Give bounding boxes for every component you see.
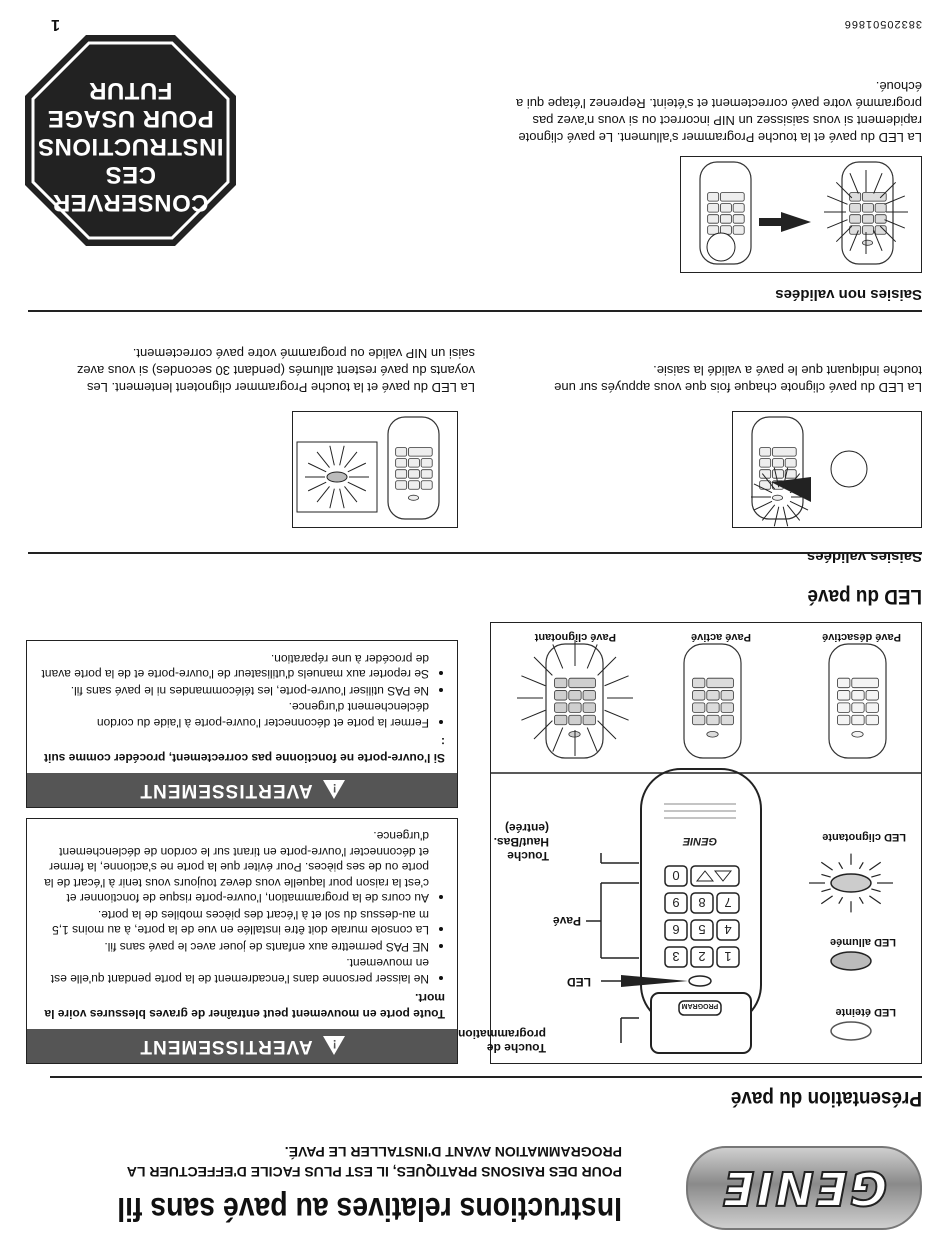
keypad-key-label: 3	[672, 949, 680, 964]
stop-line: FUTUR	[88, 77, 173, 104]
keypad-key-label: 2	[698, 949, 706, 964]
main-keypad-illustration	[641, 769, 761, 1053]
updown-key-label: Touche Haut/Bas. (entrée)	[493, 821, 549, 863]
finger-icon	[707, 233, 735, 261]
keypad-key-label: 5	[698, 922, 706, 937]
warning-title-2: AVERTISSEMENT	[139, 780, 313, 801]
keypad-off-illustration	[829, 644, 886, 758]
keypad-blinking-label: Pavé clignotant	[534, 631, 616, 643]
keypad-off-label: Pavé désactivé	[822, 631, 901, 643]
overview-figure	[491, 623, 921, 1063]
stop-line: CES	[105, 161, 156, 188]
logo-text: GENIE	[720, 1161, 888, 1215]
program-button-text: PROGRAM	[681, 1002, 719, 1009]
keypad-key-label: 9	[672, 895, 680, 910]
page-number: 1	[51, 16, 60, 33]
invalid-keypad-illustration-1	[842, 162, 893, 264]
led-blinking-icon	[809, 854, 893, 913]
warning-lead-2: Si l'ouvre-porte ne fonctionne pas correctement, procéder comme suit :	[44, 735, 445, 765]
overview-panel	[457, 622, 922, 1064]
warning-header-2	[27, 773, 457, 807]
keypad-key-label: 8	[698, 895, 706, 910]
keypad-brand-text: GENIE	[682, 835, 718, 847]
led-label: LED	[567, 975, 591, 989]
keypad-key-label: 7	[724, 895, 732, 910]
warning-triangle-icon: !	[323, 1037, 345, 1056]
invalid-rule	[28, 310, 922, 312]
invalid-text: La LED du pavé et la touche Programmer s'allument. Le pavé clignote rapidement si vous saisissez un NIP incorrect ou si vous n'avez pas programmé votre pavé correctement et s'éteint. Reprenez l'étape qui a échoué.	[515, 79, 922, 145]
finger-icon	[831, 451, 867, 487]
valid-figure-1	[732, 411, 922, 528]
overview-heading: Présentation du pavé	[730, 1087, 922, 1110]
stop-line: INSTRUCTIONS	[37, 133, 224, 160]
stop-line: POUR USAGE	[47, 105, 214, 132]
valid-text-right: La LED du pavé et la touche Programmer clignotent lentement. Les voyants du pavé restent allumés (pendant 30 secondes) si vous avez saisi un NIP valide ou programmé votre pavé correctement.	[76, 346, 475, 395]
keypad-on-label: Pavé activé	[691, 631, 751, 643]
led-section-heading: LED du pavé	[807, 585, 922, 608]
led-on-label: LED allumée	[829, 936, 896, 948]
program-button-label: Touche de programmation	[457, 1027, 546, 1055]
document-title: Instructions relatives au pavé sans fil	[117, 1191, 622, 1228]
invalid-entries-heading: Saisies non validées	[775, 286, 922, 303]
warning-item: • Ne PAS utiliser l'ouvre-porte, les télécommandes ni le pavé sans fil.	[39, 683, 429, 699]
keypad-label: Pavé	[552, 914, 581, 928]
stop-sign-text	[23, 76, 238, 216]
valid-keypad-illustration-2	[388, 417, 439, 519]
led-off-icon	[831, 1022, 871, 1040]
keypad-updown-key	[691, 866, 739, 886]
warning-item: • Fermer la porte et déconnecter l'ouvre-porte à l'aide du cordon déclenchement d'urgence.	[39, 699, 429, 730]
warning-item: • Se reporter aux manuels d'utilisateur de l'ouvre-porte et de la porte avant de procéder à une réparation.	[39, 651, 429, 682]
valid-figure-2	[292, 411, 458, 528]
keypad-on-illustration	[684, 644, 741, 758]
genie-logo	[686, 1146, 922, 1230]
warning-lead-1: Toute porte en mouvement peut entraîner de graves blessures voire la mort.	[44, 991, 445, 1021]
keypad-key-label: 0	[672, 868, 680, 883]
led-on-icon	[831, 952, 871, 970]
main-led	[689, 976, 711, 986]
valid-text-left: La LED du pavé clignote chaque fois que vous appuyés sur une touche indiquant que le pavé a validé la saisie.	[554, 363, 922, 395]
invalid-figure	[680, 156, 922, 273]
valid-entries-heading: Saisies validées	[806, 548, 922, 565]
keypad-key-label: 1	[724, 949, 732, 964]
warning-triangle-icon: !	[323, 781, 345, 800]
keypad-key-label: 6	[672, 922, 680, 937]
stop-line: CONSERVER	[52, 189, 209, 216]
warning-header-1	[27, 1029, 457, 1063]
part-number: 38320501866	[843, 18, 922, 30]
arrow-icon	[781, 212, 811, 232]
warning-item: • NE PAS permettre aux enfants de jouer avec le pavé sans fil.	[39, 939, 429, 955]
warning-item: • Ne laisser personne dans l'encadrement de la porte pendant qu'elle est en mouvement.	[39, 955, 429, 986]
overview-rule	[50, 1076, 922, 1078]
valid-rule	[28, 552, 922, 554]
led-blinking-label: LED clignotante	[822, 831, 906, 843]
keypad-key-label: 4	[724, 922, 732, 937]
warning-title-1: AVERTISSEMENT	[139, 1036, 313, 1057]
led-off-label: LED éteinte	[835, 1006, 896, 1018]
warning-item: • Au cours de la programmation, l'ouvre-porte risque de fonctionner et c'est la raison pour laquelle vous devez toujours vous tenir à l'écart de la porte ou de ses pièces. Pour éviter que la porte ne s'actionne, la fermer et déconnecter l'ouvre-porte en tirant sur le cordon de déclenchement d'urgence.	[39, 828, 429, 906]
document-subtitle: POUR DES RAISONS PRATIQUES, IL EST PLUS FACILE D'EFFECTUER LA PROGRAMMATION AVANT D'INSTALLER LE PAVÉ.	[127, 1144, 622, 1180]
warning-item: • La console murale doit être installée en vue de la porte, à au moins 1,5 m au-dessus du sol et à l'écart des pièces mobiles de la porte.	[39, 907, 429, 938]
warning-box-1	[26, 818, 458, 1064]
warning-box-2	[26, 641, 458, 809]
